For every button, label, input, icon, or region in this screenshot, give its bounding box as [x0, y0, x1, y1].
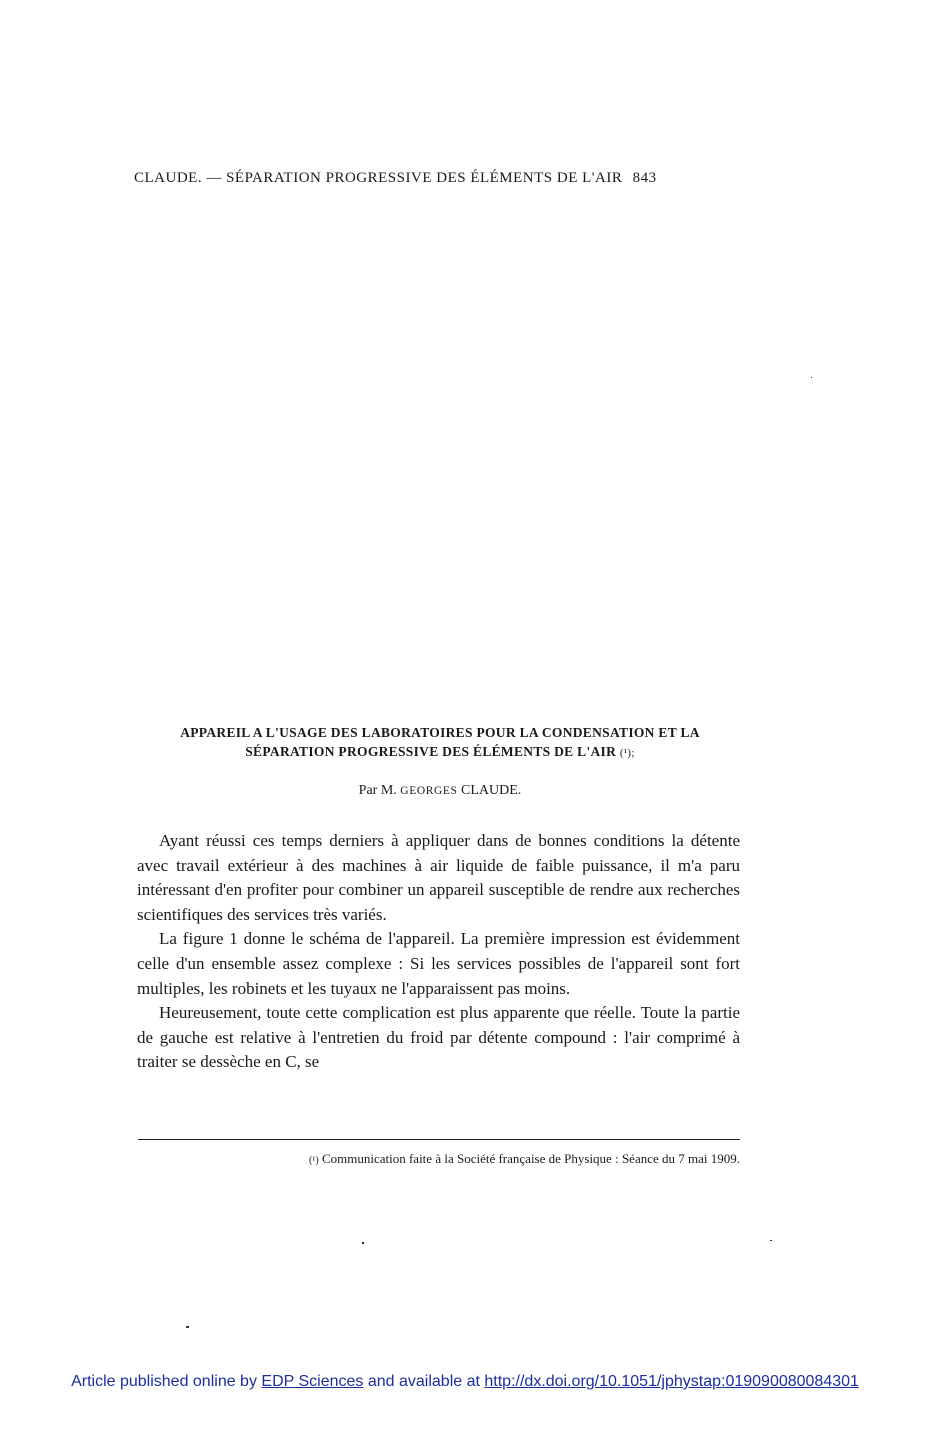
scan-speck — [770, 1240, 772, 1241]
page-number: 843 — [632, 170, 657, 186]
running-head — [134, 170, 734, 187]
footnote — [138, 1151, 740, 1167]
doi-link[interactable]: http://dx.doi.org/10.1051/jphystap:019090080084301 — [484, 1373, 859, 1390]
paragraph: Ayant réussi ces temps derniers à appliquer dans de bonnes conditions la détente avec travail extérieur à des machines à air liquide de faible puissance, il m'a paru intéressant d'en profiter pour combiner un appareil susceptible de rendre aux recherches scientifiques des services très variés. — [137, 831, 740, 924]
article-title-line-2-text: SÉPARATION PROGRESSIVE DES ÉLÉMENTS DE L'AIR — [245, 744, 617, 759]
footnote-reference: (¹); — [619, 747, 635, 759]
author-surname: CLAUDE. — [461, 783, 522, 798]
running-head-title: CLAUDE. — SÉPARATION PROGRESSIVE DES ÉLÉMENTS DE L'AIR — [134, 170, 623, 186]
availability-middle: and available at — [367, 1373, 480, 1390]
author-first-name: GEORGES — [400, 785, 458, 797]
byline — [140, 783, 740, 799]
footnote-mark: (¹) — [309, 1155, 319, 1166]
availability-prefix: Article published online by — [71, 1373, 257, 1390]
article-title — [140, 723, 740, 763]
byline-prefix: Par M. — [358, 783, 397, 798]
scan-speck — [811, 377, 812, 378]
footnote-text: Communication faite à la Société française de Physique : Séance du 7 mai 1909. — [321, 1151, 740, 1166]
availability-notice — [0, 1373, 930, 1391]
publisher-link[interactable]: EDP Sciences — [261, 1373, 364, 1390]
article-title-line-2 — [140, 742, 740, 763]
paragraph: Heureusement, toute cette complication est plus apparente que réelle. Toute la partie de gauche est relative à l'entretien du froid par détente compound : l'air comprimé à traiter se dessèche en C, se — [137, 1003, 740, 1072]
article-title-line-1: APPAREIL A L'USAGE DES LABORATOIRES POUR LA CONDENSATION ET LA — [180, 725, 700, 740]
scan-speck — [362, 1242, 364, 1244]
footnote-rule — [138, 1139, 740, 1140]
scan-speck — [186, 1326, 189, 1328]
paragraph: La figure 1 donne le schéma de l'appareil. La première impression est évidemment celle d'un ensemble assez complexe : Si les services possibles de l'appareil sont fort multiples, les robinets et les tuyaux ne l'apparaissent pas moins. — [137, 929, 740, 998]
body-text — [137, 829, 740, 1075]
